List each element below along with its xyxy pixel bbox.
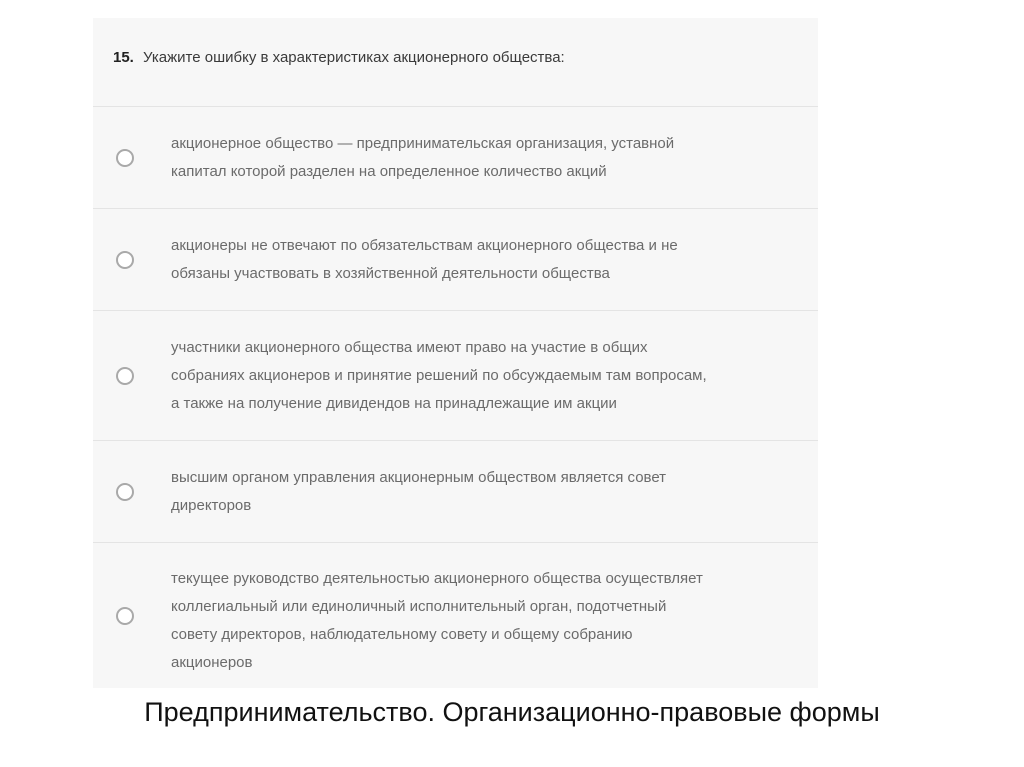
radio-button-icon[interactable] [116,483,134,501]
answer-option-1[interactable] [93,107,818,209]
answer-option-3[interactable] [93,311,818,441]
slide-title: Предпринимательство. Организационно-правовые формы [144,697,880,727]
option-text-line: акционерное общество — предпринимательская организация, уставной [171,135,675,152]
answer-option-4[interactable] [93,441,818,543]
radio-button-icon[interactable] [116,367,134,385]
question-text: Укажите ошибку в характеристиках акционерного общества: [143,49,565,66]
answer-option-5[interactable] [93,543,818,688]
option-text-line: обязаны участвовать в хозяйственной деятельности общества [171,265,610,282]
option-text-line: коллегиальный или единоличный исполнительный орган, подотчетный [171,598,667,615]
option-text-line: совету директоров, наблюдательному совету и общему собранию [171,626,633,643]
option-text-line: текущее руководство деятельностью акционерного общества осуществляет [171,570,703,587]
radio-button-icon[interactable] [116,149,134,167]
option-text-line: а также на получение дивидендов на принадлежащие им акции [171,395,617,412]
option-text-line: собраниях акционеров и принятие решений по обсуждаемым там вопросам, [171,367,707,384]
option-text-line: директоров [171,497,252,514]
option-text-line: высшим органом управления акционерным обществом является совет [171,469,667,486]
radio-button-icon[interactable] [116,607,134,625]
option-text-line: капитал которой разделен на определенное количество акций [171,163,607,180]
radio-button-icon[interactable] [116,251,134,269]
option-text-line: участники акционерного общества имеют право на участие в общих [171,339,648,356]
option-text-line: акционеров [171,654,253,671]
option-text-line: акционеры не отвечают по обязательствам акционерного общества и не [171,237,678,254]
quiz-card [93,18,818,688]
question-header [93,18,818,107]
question-number: 15. [113,49,134,66]
answer-option-2[interactable] [93,209,818,311]
